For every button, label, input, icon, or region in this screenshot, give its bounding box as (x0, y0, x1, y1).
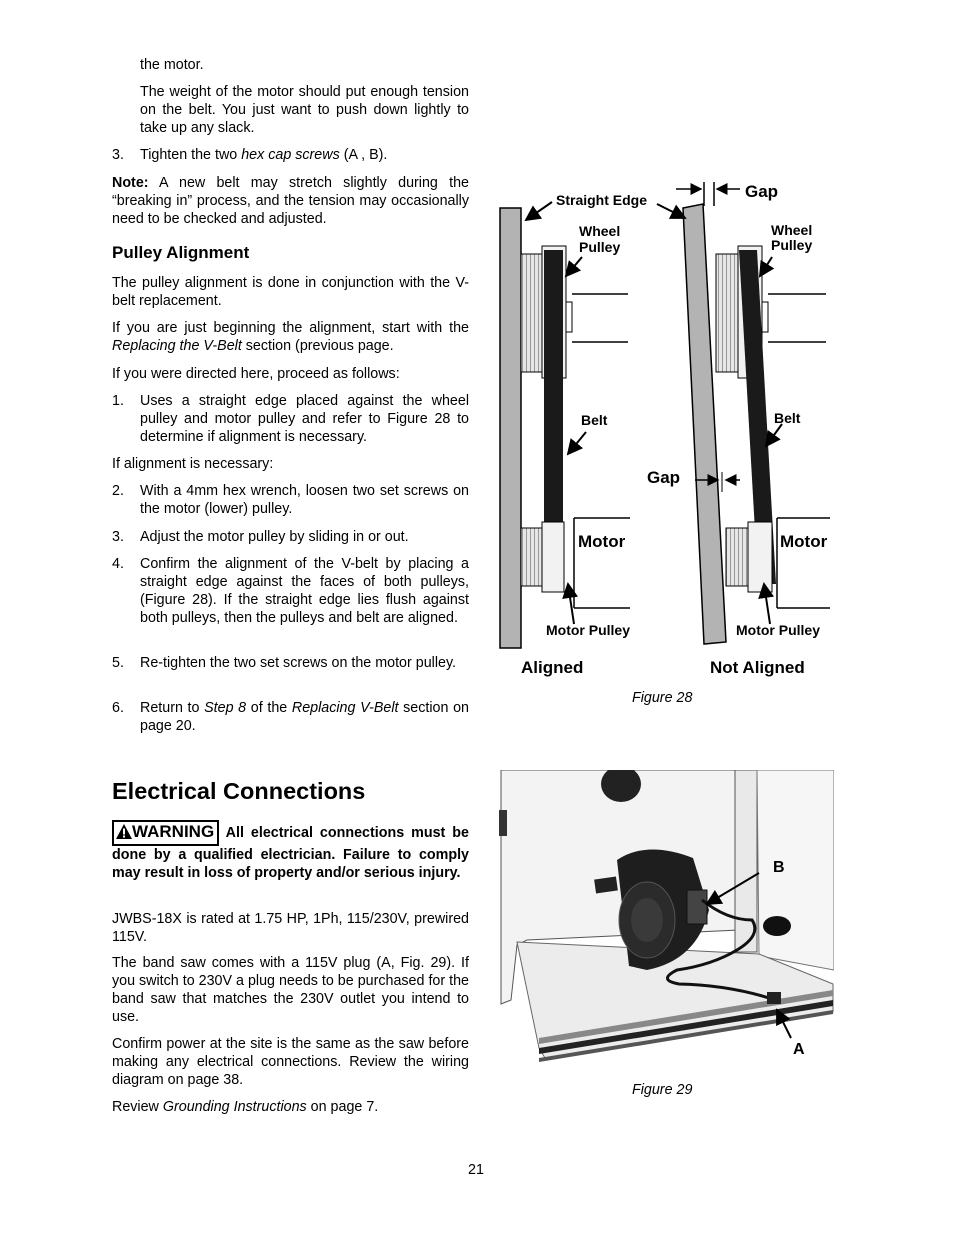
step-tighten-screws (140, 146, 469, 164)
label-not-aligned: Not Aligned (710, 658, 805, 677)
label-a: A (793, 1041, 805, 1058)
step-number: 1. (112, 393, 124, 409)
step-text: Return to (140, 700, 205, 716)
pulley-alignment-heading: Pulley Alignment (112, 243, 250, 262)
warning-badge (112, 820, 219, 846)
figure-28-caption: Figure 28 (632, 690, 693, 706)
label-motor-left: Motor (578, 532, 626, 551)
paragraph-text: Review (112, 1099, 163, 1115)
warning-triangle-icon (116, 824, 132, 844)
weight-note: The weight of the motor should put enough tension on the belt. You just want to push down lightly to take up any slack. (140, 84, 469, 136)
pulley-directed: If you were directed here, proceed as follows: (112, 366, 400, 382)
section-reference: Grounding Instructions (162, 1099, 307, 1115)
note-label: Note: (112, 175, 149, 191)
label-straight-edge: Straight Edge (556, 192, 648, 208)
label-belt-left: Belt (581, 412, 608, 428)
electrical-confirm: Confirm power at the site is the same as the saw before making any electrical connections. Review the wiring diagram on page 38. (112, 1036, 469, 1088)
pulley-step-6 (140, 699, 469, 735)
step-text: of the (246, 700, 292, 716)
pulley-step-2: With a 4mm hex wrench, loosen two set screws on the motor (lower) pulley. (140, 483, 469, 517)
step-reference: Step 8 (204, 700, 247, 716)
figure-29-motor-photo (497, 770, 834, 1072)
warning-text: All electrical connections must be done by a qualified electrician. Failure to comply may result in loss of property and/or serious injury. (112, 825, 469, 881)
label-motor-pulley-right: Motor Pulley (736, 622, 821, 638)
electrical-heading: Electrical Connections (112, 778, 366, 804)
belt-note (112, 174, 469, 228)
step-number: 2. (112, 483, 124, 499)
pulley-step-1: Uses a straight edge placed against the wheel pulley and motor pulley and refer to Figure 28 to determine if alignment is necessary. (140, 393, 469, 445)
label-wheel-pulley-right-2: Pulley (771, 237, 813, 253)
paragraph-text: section (previous page. (241, 338, 394, 354)
step-text: Tighten the two (140, 147, 242, 163)
note-text: A new belt may stretch slightly during the “breaking in” process, and the tension may occasionally need to be checked and adjusted. (112, 175, 469, 227)
paragraph-text: on page 7. (306, 1099, 379, 1115)
figure-28-pulley-alignment-diagram (490, 172, 840, 687)
label-motor-pulley-left: Motor Pulley (546, 622, 631, 638)
pulley-if-needed: If alignment is necessary: (112, 456, 274, 472)
step-number: 3. (112, 147, 124, 163)
label-motor-right: Motor (780, 532, 828, 551)
pulley-begin (112, 319, 469, 355)
step-text: section on page 20. (140, 700, 470, 734)
paragraph-text: If you are just beginning the alignment, start with the (112, 320, 469, 336)
label-wheel-pulley-left-2: Pulley (579, 239, 621, 255)
label-wheel-pulley-left-1: Wheel (579, 223, 621, 239)
step-number: 6. (112, 700, 124, 716)
pulley-step-4: Confirm the alignment of the V-belt by placing a straight edge against the faces of both pulleys, (Figure 28). If the straight edge lies flush against both pulleys, then the pulleys and belt are aligned. (140, 556, 469, 626)
electrical-warning (112, 820, 469, 882)
label-b: B (773, 859, 785, 876)
step-number: 5. (112, 655, 124, 671)
pulley-intro: The pulley alignment is done in conjunction with the V-belt replacement. (112, 275, 469, 309)
warning-badge-label: WARNING (132, 822, 215, 841)
label-gap-mid: Gap (647, 468, 681, 487)
figure-29-caption: Figure 29 (632, 1082, 693, 1098)
pulley-step-5: Re-tighten the two set screws on the motor pulley. (140, 655, 457, 671)
label-aligned: Aligned (521, 658, 584, 677)
continuation-line: the motor. (140, 57, 204, 73)
label-belt-right: Belt (774, 410, 801, 426)
label-wheel-pulley-right-1: Wheel (771, 222, 813, 238)
section-reference: Replacing the V-Belt (112, 338, 242, 354)
step-number: 3. (112, 529, 124, 545)
electrical-rating: JWBS-18X is rated at 1.75 HP, 1Ph, 115/230V, prewired 115V. (112, 911, 469, 945)
page-number: 21 (468, 1162, 484, 1178)
step-text: (A , B). (339, 147, 388, 163)
electrical-plug: The band saw comes with a 115V plug (A, Fig. 29). If you switch to 230V a plug needs to be purchased for the band saw that matches the 230V outlet you intend to use. (112, 955, 469, 1025)
step-emphasis: hex cap screws (241, 147, 340, 163)
electrical-review (112, 1098, 469, 1116)
pulley-step-3: Adjust the motor pulley by sliding in or out. (140, 529, 409, 545)
step-number: 4. (112, 556, 124, 572)
section-reference: Replacing V-Belt (291, 700, 399, 716)
label-gap-top: Gap (745, 182, 779, 201)
